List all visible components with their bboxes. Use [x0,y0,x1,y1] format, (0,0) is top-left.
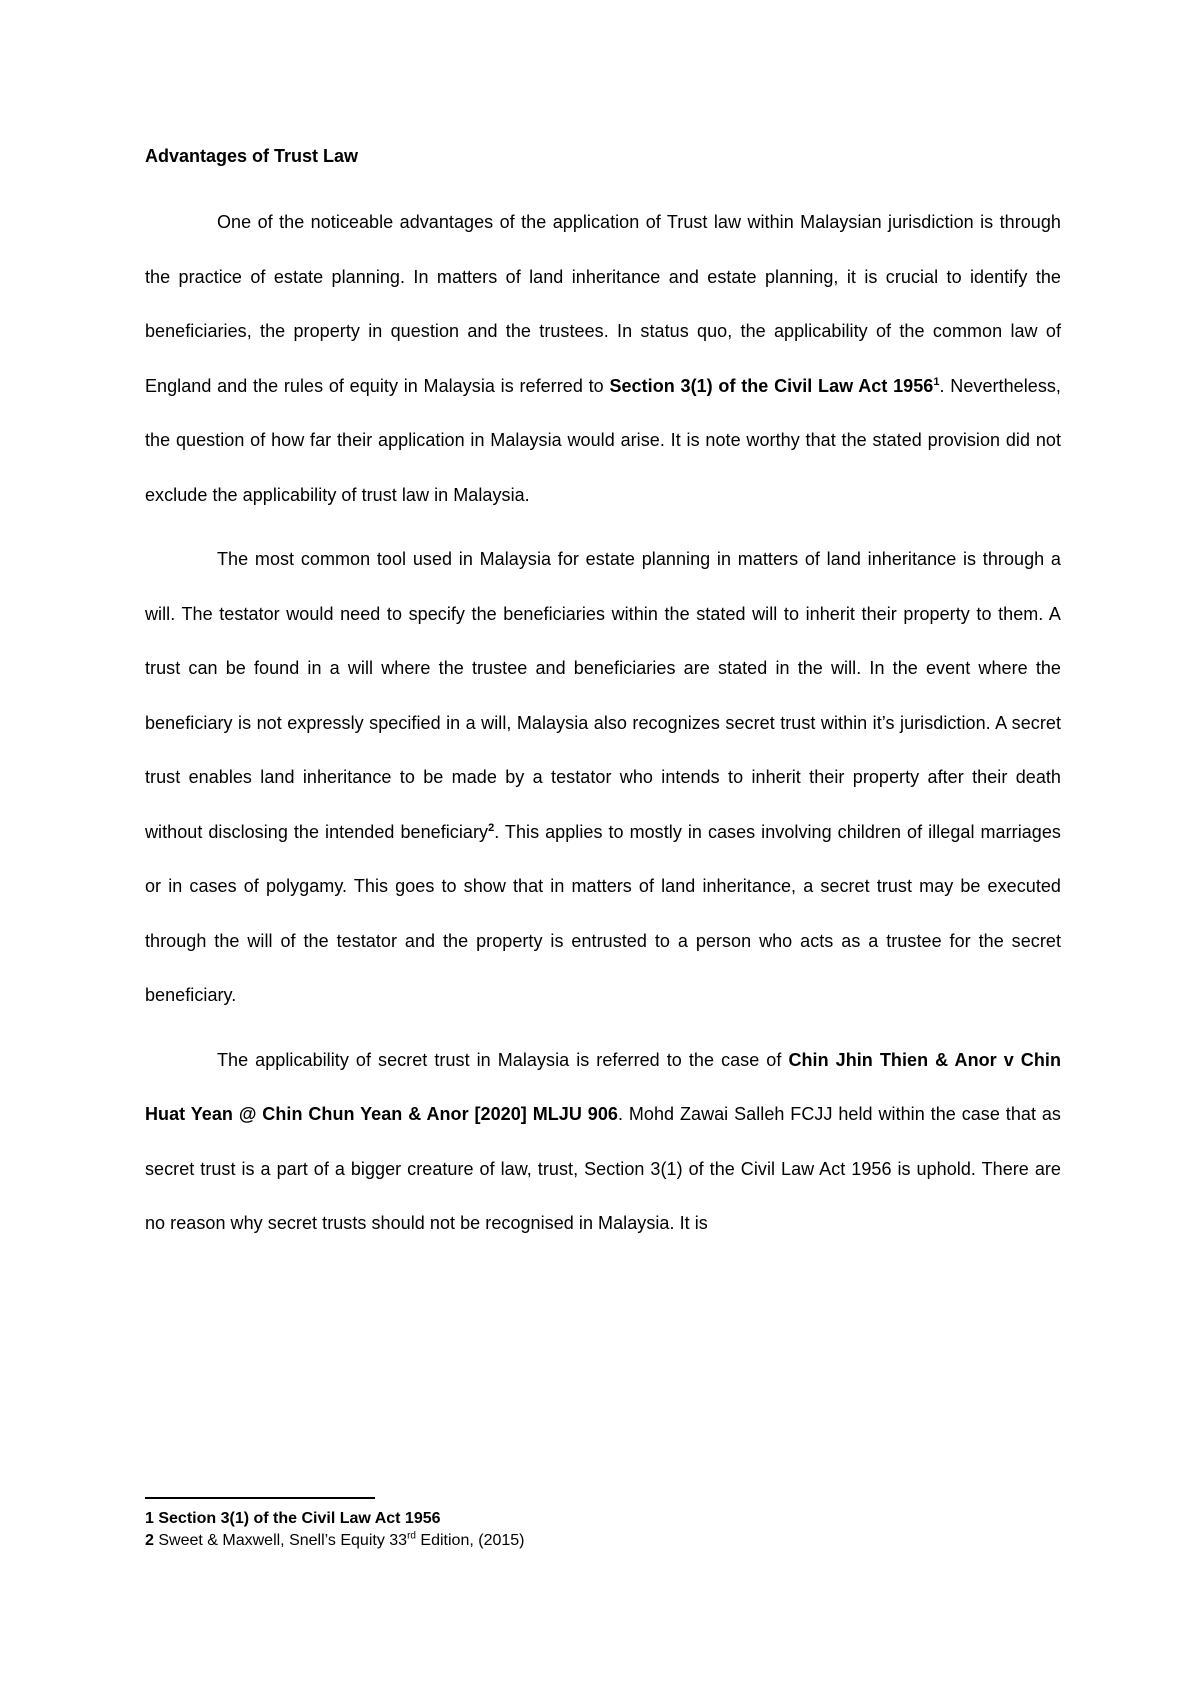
paragraph-text: The most common tool used in Malaysia for estate planning in matters of land inheritance is through a will. The testator would need to specify the beneficiaries within the stated will to inherit their property to them. A trust can be found in a will where the trustee and beneficiaries are stated in the will. In the event where the beneficiary is not expressly specified in a will, Malaysia also recognizes secret trust within it’s jurisdiction. A secret trust enables land inheritance to be made by a testator who intends to inherit their property after their death without disclosing the intended beneficiary [145,549,1061,842]
footnotes [145,1508,1045,1552]
footnote-marker[interactable]: 1 [933,375,940,388]
paragraph-secret-trust [145,532,1061,1023]
paragraph-text: One of the noticeable advantages of the application of Trust law within Malaysian jurisdiction is through the practice of estate planning. In matters of land inheritance and estate planning, it is crucial to identify the beneficiaries, the property in question and the trustees. In status quo, the applicability of the common law of England and the rules of equity in Malaysia is referred to [145,212,1061,396]
footnote-marker[interactable]: 2 [488,821,495,834]
footnote-text: Sweet & Maxwell, Snell’s Equity 33 [158,1532,408,1549]
paragraph-text: . Mohd Zawai Salleh FCJJ held within the case that as secret trust is a part of a bigger creature of law, trust, Section 3(1) of the Civil Law Act 1956 is uphold. There are no reason why secret trusts should not be recognised in Malaysia. It is [145,1104,1061,1233]
paragraph-text: The applicability of secret trust in Malaysia is referred to the case of [217,1049,789,1070]
document-heading: Advantages of Trust Law [145,146,359,166]
case-citation: Chin Jhin Thien & Anor v Chin Huat Yean @ Chin Chun Yean & Anor [2020] MLJU 906 [145,1049,1061,1124]
paragraph-text: . Nevertheless, the question of how far their application in Malaysia would arise. It is note worthy that the stated provision did not exclude the applicability of trust law in Malaysia. [145,375,1061,505]
footnote-1 [145,1508,1045,1530]
paragraph-text: . This applies to mostly in cases involving children of illegal marriages or in cases of polygamy. This goes to show that in matters of land inheritance, a secret trust may be executed through the will of the testator and the property is entrusted to a person who acts as a trustee for the secret beneficiary. [145,821,1061,1005]
paragraph-case-law [145,1033,1061,1251]
footnote-text: Section 3(1) of the Civil Law Act 1956 [158,1510,441,1527]
footnote-2 [145,1530,1045,1552]
footnote-ordinal: rd [407,1530,416,1542]
footnote-separator [145,1497,375,1499]
statute-reference: Section 3(1) of the Civil Law Act 1956 [609,375,934,396]
footnote-text: Edition, (2015) [415,1532,525,1549]
document-body [145,144,1061,1261]
footnote-number: 1 [145,1510,154,1527]
paragraph-estate-planning [145,195,1061,522]
footnote-number: 2 [145,1532,154,1549]
